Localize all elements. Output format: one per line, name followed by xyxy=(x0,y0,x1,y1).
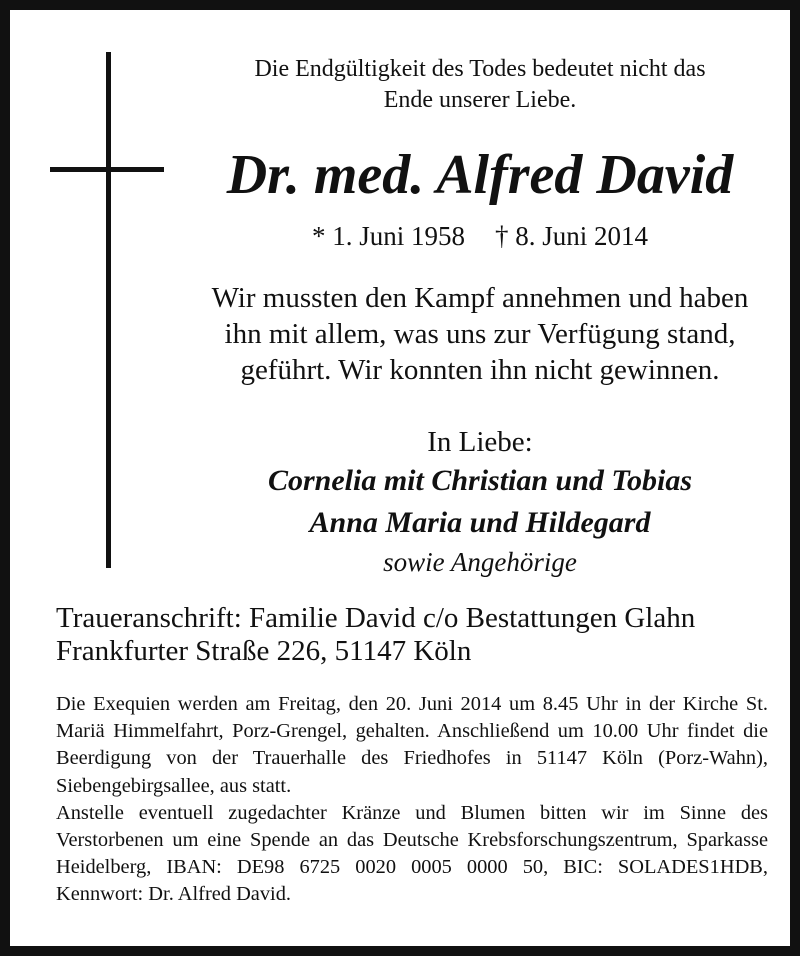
memorial-text xyxy=(170,280,790,388)
address-line: Traueranschrift: Familie David c/o Bestattungen Glahn xyxy=(56,602,696,634)
family-line: Anna Maria und Hildegard xyxy=(309,506,651,539)
deceased-name: Dr. med. Alfred David xyxy=(226,144,734,206)
life-dates xyxy=(170,218,790,254)
donation-paragraph: Anstelle eventuell zugedachter Kränze und Blumen bitten wir im Sinne des Verstorbenen um eine Spende an das Deutsche Krebsforschungszentrum, Sparkasse Heidelberg, IBAN: DE98 6725 0020 0005 0000 50, BIC: SOLADES1HDB, Kennwort: Dr. Alfred David. xyxy=(56,801,768,906)
funeral-information xyxy=(56,691,768,909)
in-love-label: In Liebe: xyxy=(427,426,533,458)
family-line: Cornelia mit Christian und Tobias xyxy=(267,464,693,497)
quote-line: Die Endgültigkeit des Todes bedeutet nicht das xyxy=(254,56,706,82)
memorial-line: Wir mussten den Kampf annehmen und haben xyxy=(211,282,749,314)
cross-icon xyxy=(106,52,111,568)
cross-icon-bar xyxy=(50,167,164,172)
relatives-line: sowie Angehörige xyxy=(383,547,577,577)
death-date: † 8. Juni 2014 xyxy=(495,221,649,251)
birth-date: * 1. Juni 1958 xyxy=(311,221,465,251)
quote-line: Ende unserer Liebe. xyxy=(383,87,577,113)
memorial-line: geführt. Wir konnten ihn nicht gewinnen. xyxy=(240,354,720,386)
mourning-address xyxy=(56,602,776,668)
memorial-line: ihn mit allem, was uns zur Verfügung stand, xyxy=(224,318,736,350)
opening-quote xyxy=(170,54,790,116)
address-line: Frankfurter Straße 226, 51147 Köln xyxy=(56,635,472,667)
service-paragraph: Die Exequien werden am Freitag, den 20. Juni 2014 um 8.45 Uhr in der Kirche St. Mariä Himmelfahrt, Porz-Grengel, gehalten. Anschließend um 10.00 Uhr findet die Beerdigung von der Trauerhalle des Friedhofes in 51147 Köln (Porz-Wahn), Siebengebirgsallee, aus statt. xyxy=(56,693,768,797)
